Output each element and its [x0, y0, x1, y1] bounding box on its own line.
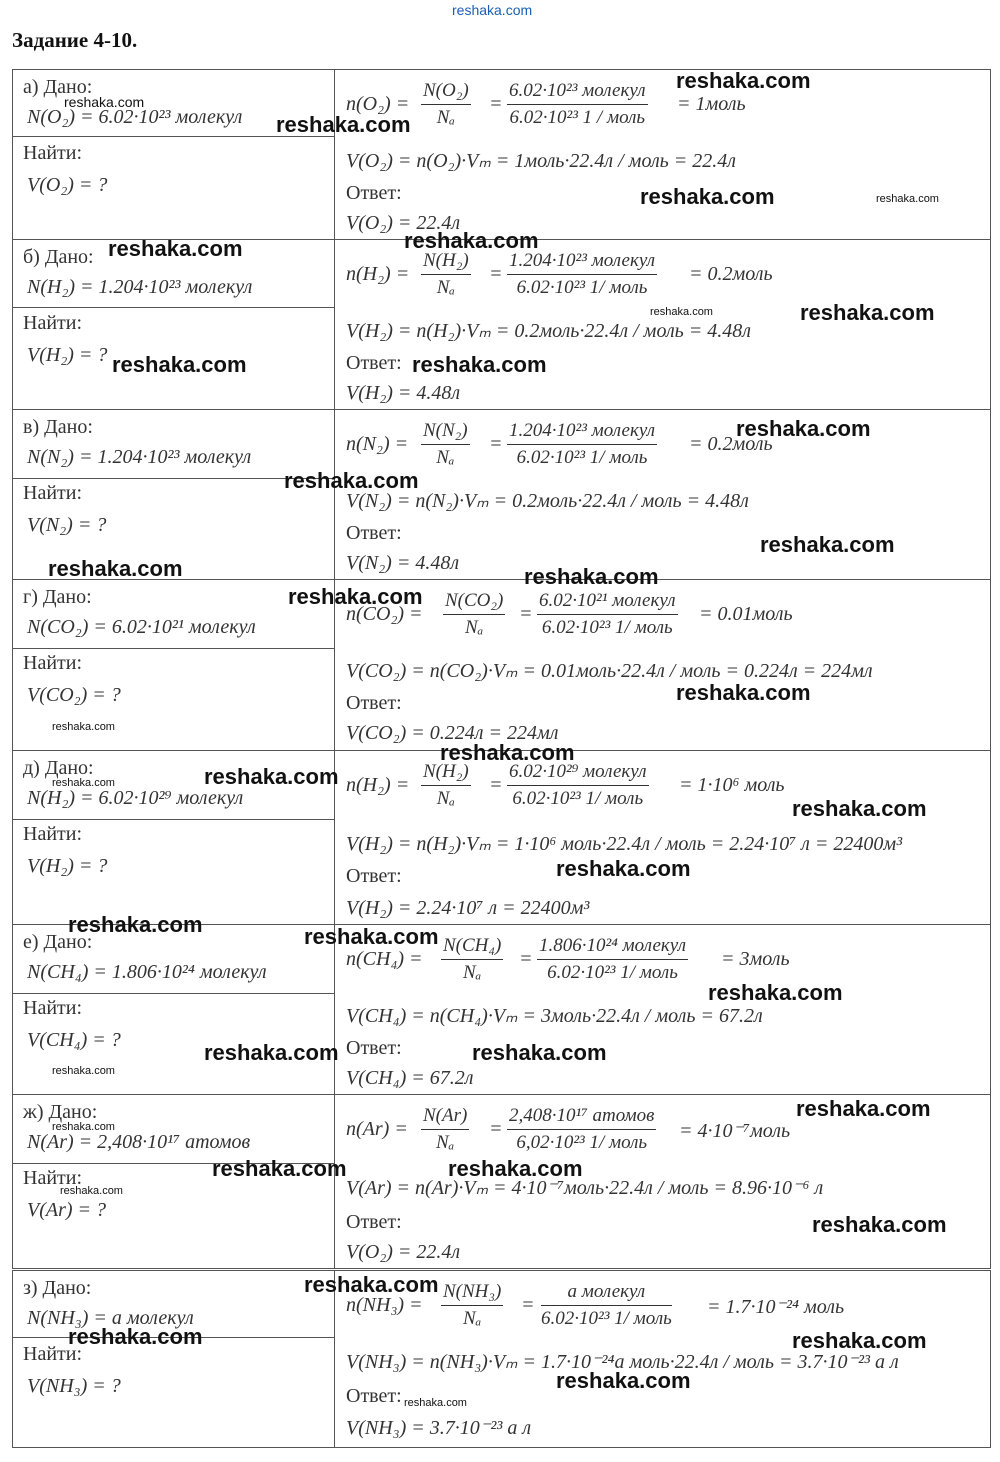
watermark: reshaka.com: [800, 300, 935, 325]
watermark: reshaka.com: [792, 796, 927, 821]
find-value: V(H₂) = ?: [27, 855, 108, 877]
ratio-fraction: 6.02·10²¹ молекул 6.02·10²³ 1/ моль: [539, 590, 676, 638]
given-value: N(N₂) = 1.204·10²³ молекул: [27, 446, 252, 468]
answer-value: V(NH₃) = 3.7·10⁻²³ a л: [346, 1417, 532, 1439]
watermark: reshaka.com: [876, 193, 939, 205]
watermark: reshaka.com: [204, 764, 339, 789]
given-value: N(H₂) = 6.02·10²⁹ молекул: [27, 787, 244, 809]
task-d: [12, 750, 991, 925]
given-value: N(NH₃) = a молекул: [27, 1307, 194, 1329]
watermark: reshaka.com: [556, 856, 691, 881]
ratio-fraction: 6.02·10²³ молекул 6.02·10²³ 1 / моль: [509, 80, 646, 128]
n-fraction: $\frac{\text{N(CH₄)}}{\text{Nₐ}}$: [443, 935, 502, 983]
given-label: ж) Дано:: [23, 1101, 98, 1123]
watermark: reshaka.com: [736, 416, 871, 441]
n-lhs: n(Ar) =: [346, 1118, 408, 1140]
given-label: а) Дано:: [23, 76, 93, 98]
answer-label: Ответ:: [346, 865, 402, 887]
answer-value: V(H₂) = 4.48л: [346, 382, 461, 404]
equals: =: [519, 948, 533, 970]
ratio-result: = 0.2моль: [689, 263, 773, 285]
answer-label: Ответ:: [346, 522, 402, 544]
ratio-result: = 0.2моль: [689, 433, 773, 455]
watermark: reshaka.com: [708, 980, 843, 1005]
volume-line: V(N₂) = n(N₂)·Vₘ = 0.2моль·22.4л / моль = 4.48л: [346, 490, 749, 512]
watermark: reshaka.com: [796, 1096, 931, 1121]
equals: =: [489, 774, 503, 796]
equals: =: [489, 263, 503, 285]
volume-line: V(O₂) = n(O₂)·Vₘ = 1моль·22.4л / моль = 22.4л: [346, 150, 736, 172]
task-g: [12, 579, 991, 751]
answer-value: V(O₂) = 22.4л: [346, 1241, 461, 1263]
answer-value: V(H₂) = 2.24·10⁷ л = 22400м³: [346, 897, 590, 919]
n-lhs: n(CO₂) =: [346, 603, 423, 625]
find-value: V(NH₃) = ?: [27, 1375, 121, 1397]
task-e: [12, 924, 991, 1095]
ratio-fraction: 1.204·10²³ молекул 6.02·10²³ 1/ моль: [509, 420, 656, 468]
watermark: reshaka.com: [52, 777, 115, 789]
answer-label: Ответ:: [346, 182, 402, 204]
given-label: б) Дано:: [23, 246, 94, 268]
given-label: д) Дано:: [23, 757, 94, 779]
given-label: е) Дано:: [23, 931, 93, 953]
n-lhs: n(O₂) =: [346, 93, 410, 115]
n-lhs: n(CH₄) =: [346, 948, 423, 970]
given-label: г) Дано:: [23, 586, 92, 608]
ratio-result: = 4·10⁻⁷моль: [679, 1120, 791, 1142]
n-lhs: n(NH₃) =: [346, 1294, 423, 1316]
find-value: V(CH₄) = ?: [27, 1029, 121, 1051]
watermark: reshaka.com: [108, 236, 243, 261]
task-a: [12, 69, 991, 240]
ratio-fraction: 1.806·10²⁴ молекул 6.02·10²³ 1/ моль: [539, 935, 686, 983]
volume-line: V(H₂) = n(H₂)·Vₘ = 0.2моль·22.4л / моль = 4.48л: [346, 320, 751, 342]
watermark: reshaka.com: [288, 584, 423, 609]
n-fraction: $\frac{\text{N(N₂)}}{\text{Nₐ}}$: [423, 420, 468, 468]
equals: =: [489, 93, 503, 115]
watermark: reshaka.com: [64, 94, 145, 110]
find-value: V(N₂) = ?: [27, 514, 107, 536]
answer-value: V(O₂) = 22.4л: [346, 212, 461, 234]
watermark: reshaka.com: [112, 352, 247, 377]
n-lhs: n(H₂) =: [346, 263, 410, 285]
watermark: reshaka.com: [760, 532, 895, 557]
n-fraction: $\frac{N(Ar)}{\text{Nₐ}}$: [423, 1105, 468, 1153]
answer-value: V(CO₂) = 0.224л = 224мл: [346, 722, 559, 744]
n-fraction: $\frac{\text{N(NH₃)}}{\text{Nₐ}}$: [443, 1281, 502, 1329]
answer-label: Ответ:: [346, 1385, 402, 1407]
find-value: V(CO₂) = ?: [27, 684, 121, 706]
ratio-result: = 1моль: [677, 93, 746, 115]
n-fraction: $\frac{\text{N(O₂)}}{\text{Nₐ}}$: [423, 80, 469, 128]
watermark: reshaka.com: [676, 680, 811, 705]
answer-value: V(N₂) = 4.48л: [346, 552, 460, 574]
site-url[interactable]: reshaka.com: [452, 2, 533, 18]
given-value: N(H₂) = 1.204·10²³ молекул: [27, 276, 253, 298]
ratio-result: = 3моль: [721, 948, 790, 970]
watermark: reshaka.com: [48, 556, 183, 581]
ratio-result: = 1·10⁶ моль: [679, 774, 785, 796]
volume-line: V(NH₃) = n(NH₃)·Vₘ = 1.7·10⁻²⁴a моль·22.4л / моль = 3.7·10⁻²³ a л: [346, 1351, 899, 1373]
volume-line: V(Ar) = n(Ar)·Vₘ = 4·10⁻⁷моль·22.4л / моль = 8.96·10⁻⁶ л: [346, 1177, 824, 1199]
watermark: reshaka.com: [440, 740, 575, 765]
equals: =: [521, 1294, 535, 1316]
answer-value: V(CH₄) = 67.2л: [346, 1067, 474, 1089]
ratio-fraction: 2,408·10¹⁷ атомов 6,02·10²³ 1/ моль: [509, 1105, 655, 1153]
volume-line: V(CO₂) = n(CO₂)·Vₘ = 0.01моль·22.4л / моль = 0.224л = 224мл: [346, 660, 873, 682]
watermark: reshaka.com: [812, 1212, 947, 1237]
ratio-fraction: a молекул 6.02·10²³ 1/ моль: [541, 1281, 672, 1329]
given-value: N(CO₂) = 6.02·10²¹ молекул: [27, 616, 256, 638]
ratio-result: = 0.01моль: [699, 603, 793, 625]
find-label: Найти:: [23, 652, 83, 674]
watermark: reshaka.com: [792, 1328, 927, 1353]
find-label: Найти:: [23, 997, 83, 1019]
ratio-fraction: 6.02·10²⁹ молекул 6.02·10²³ 1/ моль: [509, 761, 647, 809]
n-lhs: n(N₂) =: [346, 433, 409, 455]
ratio-result: = 1.7·10⁻²⁴ моль: [707, 1296, 845, 1318]
watermark: reshaka.com: [52, 1065, 115, 1077]
watermark: reshaka.com: [556, 1368, 691, 1393]
equals: =: [489, 1118, 503, 1140]
given-value: N(Ar) = 2,408·10¹⁷ атомов: [27, 1131, 251, 1153]
answer-label: Ответ:: [346, 1037, 402, 1059]
find-label: Найти:: [23, 823, 83, 845]
watermark: reshaka.com: [524, 564, 659, 589]
watermark: reshaka.com: [276, 112, 411, 137]
volume-line: V(H₂) = n(H₂)·Vₘ = 1·10⁶ моль·22.4л / моль = 2.24·10⁷ л = 22400м³: [346, 833, 903, 855]
watermark: reshaka.com: [212, 1156, 347, 1181]
watermark: reshaka.com: [650, 306, 713, 318]
given-label: з) Дано:: [23, 1277, 92, 1299]
ratio-fraction: 1.204·10²³ молекул 6.02·10²³ 1/ моль: [509, 250, 656, 298]
n-lhs: n(H₂) =: [346, 774, 410, 796]
given-value: N(O₂) = 6.02·10²³ молекул: [27, 106, 243, 128]
answer-label: Ответ:: [346, 352, 402, 374]
find-value: V(O₂) = ?: [27, 174, 108, 196]
watermark: reshaka.com: [412, 352, 547, 377]
find-value: V(Ar) = ?: [27, 1199, 107, 1221]
watermark: reshaka.com: [68, 912, 203, 937]
find-label: Найти:: [23, 1167, 83, 1189]
n-fraction: $\frac{\text{N(H₂)}}{\text{Nₐ}}$: [423, 761, 469, 809]
watermark: reshaka.com: [640, 184, 775, 209]
watermark: reshaka.com: [52, 1121, 115, 1133]
watermark: reshaka.com: [676, 68, 811, 93]
watermark: reshaka.com: [204, 1040, 339, 1065]
given-label: в) Дано:: [23, 416, 93, 438]
find-label: Найти:: [23, 312, 83, 334]
find-value: V(H₂) = ?: [27, 344, 108, 366]
watermark: reshaka.com: [304, 924, 439, 949]
find-label: Найти:: [23, 142, 83, 164]
watermark: reshaka.com: [68, 1324, 203, 1349]
watermark: reshaka.com: [284, 468, 419, 493]
watermark: reshaka.com: [52, 721, 115, 733]
watermark: reshaka.com: [472, 1040, 607, 1065]
watermark: reshaka.com: [448, 1156, 583, 1181]
watermark: reshaka.com: [404, 228, 539, 253]
find-label: Найти:: [23, 1343, 83, 1365]
equals: =: [519, 603, 533, 625]
n-fraction: $\frac{\text{N(H₂)}}{\text{Nₐ}}$: [423, 250, 469, 298]
answer-label: Ответ:: [346, 692, 402, 714]
watermark: reshaka.com: [60, 1185, 123, 1197]
watermark: reshaka.com: [304, 1272, 439, 1297]
equals: =: [489, 433, 503, 455]
find-label: Найти:: [23, 482, 83, 504]
answer-label: Ответ:: [346, 1211, 402, 1233]
task-z: [12, 1270, 991, 1448]
n-fraction: $\frac{\text{N(CO₂)}}{\text{Nₐ}}$: [445, 590, 504, 638]
given-value: N(CH₄) = 1.806·10²⁴ молекул: [27, 961, 267, 983]
watermark: reshaka.com: [404, 1397, 467, 1409]
page-title: Задание 4-10.: [12, 28, 138, 52]
volume-line: V(CH₄) = n(CH₄)·Vₘ = 3моль·22.4л / моль = 67.2л: [346, 1005, 763, 1027]
